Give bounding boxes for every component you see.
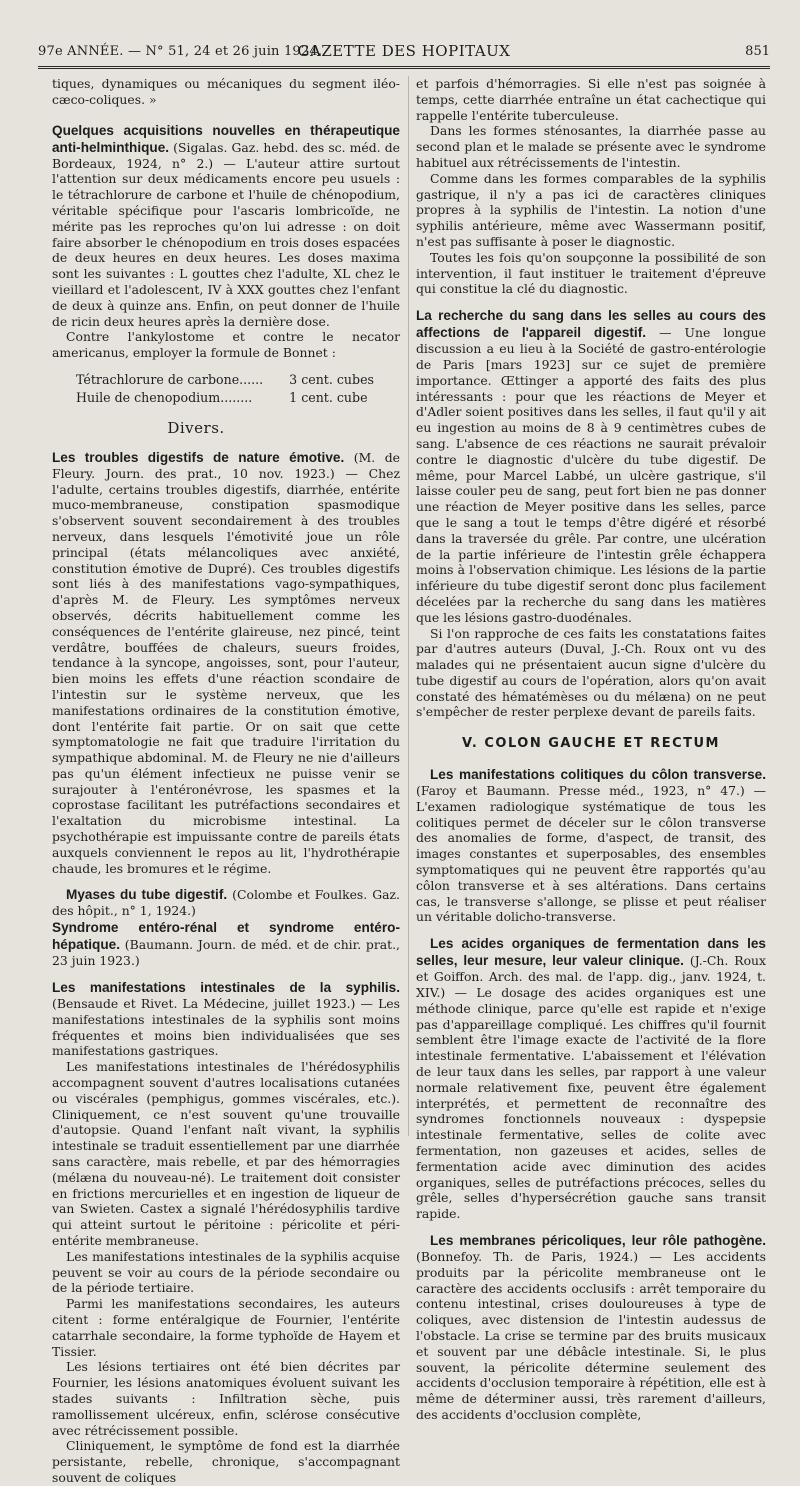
article-body: — Les accidents produits par la péricolite membraneuse ont le caractère des accidents occlusifs : arrêt temporaire du contenu intestinal, crises douloureuses à type de coliques, avec distension de l'intestin audessus de l'obstacle. La crise se termine par des bruits musicaux et souvent par une débâcle intestinale. Si, le plus souvent, la péricolite détermine seulement des accidents d'occlusion temporaire à répétition, elle est à même de déterminer aussi, très rarement d'ailleurs, des accidents d'occlusion complète, bbox=[416, 1249, 766, 1422]
article-citation: (Colombe et Foulkes. Gaz. des hôpit., n° 1, 1924.) bbox=[52, 887, 400, 919]
formula-table bbox=[76, 371, 374, 407]
formula-ingredient: Huile de chenopodium........ bbox=[76, 389, 253, 405]
article-citation: (Bonnefoy. Th. de Paris, 1924.) bbox=[416, 1249, 639, 1264]
article-title: Les membranes péricoliques, leur rôle pathogène. bbox=[430, 1233, 766, 1248]
article-title: Syndrome entéro-rénal et syndrome entéro-hépatique. bbox=[52, 920, 400, 953]
paragraph: tiques, dynamiques ou mécaniques du segment iléo-cæco-coliques. » bbox=[52, 76, 400, 107]
article-body: — Chez l'adulte, certains troubles digestifs, diarrhée, entérite muco-membraneuse, constipation spasmodique s'observent souvent secondairement à des troubles nerveux, dans lesquels l'émotivité joue un rôle principal (états mélancoliques avec anxiété, constitution émotive de Dupré). Ces troubles digestifs sont liés à des manifestations vago-sympathiques, d'après M. de Fleury. Les symptômes nerveux observés, décrits habituellement comme les conséquences de l'entérite glaireuse, nez pincé, teint verdâtre, bouffées de chaleurs, sueurs froides, tendance à la syncope, angoisses, sont, pour l'auteur, bien moins les effets d'une réaction scondaire de l'intestin sur le système nerveux, que les manifestations ordinaires de la constitution émotive, dont l'entérite fait partie. Or on sait que cette symptomatologie ne fait que traduire l'irritation du sympathique abdominal. M. de Fleury ne nie d'ailleurs pas qu'un élément infectieux ne puisse venir se surajouter à l'entéronévrose, les spasmes et la coprostase facilitant les putréfactions secondaires et l'exaltation du microbisme intestinal. La psychothérapie est impuissante contre de pareils états auxquels conviennent le repos au lit, l'hydrothérapie chaude, les bromures et le régime. bbox=[52, 465, 400, 876]
header-page-number: 851 bbox=[745, 44, 770, 59]
article-citation: (Bensaude et Rivet. La Médecine, juillet 1923.) — Les manifestations intestinales de la syphilis sont moins fréquentes et moins bien individualisées que ses manifestations gastriques. bbox=[52, 996, 400, 1059]
paragraph: Les manifestations intestinales de la syphilis acquise peuvent se voir au cours de la période secondaire ou de la période tertiaire. bbox=[52, 1248, 400, 1296]
article-entry bbox=[416, 307, 766, 625]
paragraph: et parfois d'hémorragies. Si elle n'est pas soignée à temps, cette diarrhée entraîne un état cachectique qui rappelle l'entérite tuberculeuse. bbox=[416, 76, 766, 123]
article-title: Quelques acquisitions nouvelles en thérapeutique anti-helminthique. bbox=[52, 122, 400, 155]
formula-row bbox=[76, 371, 374, 389]
article-title: Myases du tube digestif. bbox=[66, 887, 228, 903]
formula-quantity: 3 cent. cubes bbox=[289, 371, 375, 387]
article-entry bbox=[52, 979, 400, 1059]
article-entry bbox=[416, 1232, 766, 1423]
left-column bbox=[52, 76, 400, 1485]
article-citation: (J.-Ch. Roux et Goiffon. Arch. des mal. de l'app. dig., janv. 1924, t. XIV.) bbox=[416, 953, 766, 1001]
article-entry bbox=[52, 122, 400, 330]
article-entry bbox=[52, 886, 400, 919]
article-body: — Le dosage des acides organiques est une méthode clinique, parce qu'elle est rapide et n'exige pas d'appareillage compliqué. Les chiffres qu'il fournit semblent être l'image exacte de l'activité de la flore intestinale fermentative. L'abaissement et l'élévation de leur taux dans les selles, par rapport à une valeur normale relativement fixe, peuvent être également interprétés, et permettent de reconnaître des syndromes fonctionnels nouveaux : dyspepsie intestinale fermentative, selles de colite avec fermentation, non gazeuses et acides, selles de fermentation acide avec diminution des acides organiques, selles de putréfactions précoces, selles du grêle, selles d'hypersécrétion gauche sans transit rapide. bbox=[416, 985, 766, 1222]
paragraph: Parmi les manifestations secondaires, les auteurs citent : forme entéralgique de Fournier, l'entérite catarrhale secondaire, la forme typhoïde de Hayem et Tissier. bbox=[52, 1296, 400, 1359]
column-divider bbox=[408, 76, 409, 1136]
article-title: Les manifestations intestinales de la syphilis. bbox=[52, 980, 400, 996]
formula-ingredient: Tétrachlorure de carbone...... bbox=[76, 371, 264, 387]
article-entry bbox=[52, 449, 400, 877]
article-citation: (Faroy et Baumann. Presse méd., 1923, n° 47.) bbox=[416, 783, 745, 799]
article-title: Les manifestations colitiques du côlon transverse. bbox=[430, 767, 766, 783]
header-rule bbox=[38, 66, 770, 71]
formula-quantity: 1 cent. cube bbox=[289, 389, 368, 405]
section-heading: V. COLON GAUCHE ET RECTUM bbox=[462, 736, 720, 752]
paragraph: Comme dans les formes comparables de la syphilis gastrique, il n'y a pas ici de caractères cliniques propres à la syphilis de l'intestin. La notion d'une syphilis antérieure, même avec Wassermann positif, n'est pas suffisante à poser le diagnostic. bbox=[416, 170, 766, 249]
article-entry bbox=[416, 766, 766, 925]
paragraph: Les manifestations intestinales de l'hérédosyphilis accompagnent souvent d'autres localisations cutanées ou viscérales (pemphigus, gommes viscérales, etc.). Cliniquement, ce n'est souvent qu'une trouvaille d'autopsie. Quand l'enfant naît vivant, la syphilis intestinale se traduit essentiellement par une diarrhée sans caractère, mais rebelle, et par des hémorragies (mélæna du nouveau-né). Le traitement doit consister en frictions mercurielles et en ingestion de liqueur de van Swieten. Castex a signalé l'hérédosyphilis tardive qui atteint surtout le péritoine : péricolite et péri-entérite membraneuse. bbox=[52, 1059, 400, 1249]
article-title: Les troubles digestifs de nature émotive. bbox=[52, 449, 345, 465]
formula-row bbox=[76, 389, 374, 407]
article-body: — Une longue discussion a eu lieu à la Société de gastro-entérologie de Paris [mars 1923] sur ce sujet de première importance. Œttinger a apporté des faits des plus intéressants : pour que les réactions de Meyer et d'Adler soient positives dans les selles, il faut qu'il y ait eu ingestion au moins de 8 à 9 centimètres cubes de sang. L'absence de ces réactions ne saurait prévaloir contre le diagnostic d'ulcère du tube digestif. De même, pour Marcel Labbé, un ulcère gastrique, s'il laisse couler peu de sang, peut fort bien ne pas donner une réaction de Meyer positive dans les selles, parce que le sang a tout le temps d'être digéré et résorbé dans la traversée du grêle. Par contre, une ulcération de la partie inférieure de l'intestin grêle échappera moins à l'observation chimique. Les lésions de la partie inférieure du tube digestif seront donc plus facilement décelées par la recherche du sang dans les matières que les lésions gastro-duodénales. bbox=[416, 325, 766, 625]
paragraph: Dans les formes sténosantes, la diarrhée passe au second plan et le malade se présente avec le syndrome habituel aux rétrécissements de l'intestin. bbox=[416, 123, 766, 170]
right-column bbox=[416, 76, 766, 1422]
article-entry bbox=[416, 935, 766, 1222]
article-citation: (Baumann. Journ. de méd. et de chir. prat., 23 juin 1923.) bbox=[52, 937, 400, 969]
header-journal: GAZETTE DES HOPITAUX bbox=[297, 42, 511, 60]
article-title: Les acides organiques de fermentation dans les selles, leur mesure, leur valeur clinique. bbox=[416, 936, 766, 969]
paragraph: Toutes les fois qu'on soupçonne la possibilité de son intervention, il faut instituer le traitement d'épreuve qui constitue la clé du diagnostic. bbox=[416, 249, 766, 297]
article-title: La recherche du sang dans les selles au cours des affections de l'appareil digestif. bbox=[416, 308, 766, 341]
paragraph: Cliniquement, le symptôme de fond est la diarrhée persistante, rebelle, chronique, s'accompagnant souvent de coliques bbox=[52, 1438, 400, 1485]
paragraph: Contre l'ankylostome et contre le necator americanus, employer la formule de Bonnet : bbox=[52, 329, 400, 361]
header-issue: 97e ANNÉE. — N° 51, 24 et 26 juin 1924. bbox=[38, 44, 323, 59]
article-body: — L'auteur attire surtout l'attention sur deux médicaments encore peu usuels : le tétrachlorure de carbone et l'huile de chénopodium, véritable spécifique pour l'ascaris lombricoïde, ne mérite pas les reproches qu'on lui adresse : on doit faire absorber le chénopodium en trois doses espacées de deux heures en deux heures. Les doses maxima sont les suivantes : L gouttes chez l'adulte, XL chez le vieillard et l'adolescent, IV à XXX gouttes chez l'enfant de deux à quinze ans. Enfin, on peut donner de l'huile de ricin deux heures après la dernière dose. bbox=[52, 155, 400, 329]
article-citation: (Sigalas. Gaz. hebd. des sc. méd. de Bordeaux, 1924, n° 2.) bbox=[52, 139, 400, 171]
article-entry bbox=[52, 919, 400, 969]
article-citation: (M. de Fleury. Journ. des prat., 10 nov. 1923.) bbox=[52, 449, 400, 481]
article-body: — L'examen radiologique systématique de tous les colitiques permet de déceler sur le côlon transverse des anomalies de forme, d'aspect, de transit, des images constantes et superposables, des ensembles symptomatiques qui ne peuvent être rapportés qu'au côlon transverse et à ses altérations. Dans certains cas, le transverse s'allonge, se plisse et peut réaliser un véritable dolicho-transverse. bbox=[416, 783, 766, 925]
page-header bbox=[38, 38, 770, 66]
paragraph: Les lésions tertiaires ont été bien décrites par Fournier, les lésions anatomiques évoluent suivant les stades suivants : Infiltration sèche, puis ramollissement ulcéreux, enfin, sclérose consécutive avec rétrécissement possible. bbox=[52, 1359, 400, 1438]
subsection-heading: Divers. bbox=[167, 418, 225, 437]
paragraph: Si l'on rapproche de ces faits les constatations faites par d'autres auteurs (Duval, J.-Ch. Roux ont vu des malades qui ne présentaient aucun signe d'ulcère du tube digestif au cours de l'opération, alors qu'on avait constaté des hématémèses ou du mélæna) on ne peut s'empêcher de rester perplexe devant de pareils faits. bbox=[416, 625, 766, 720]
